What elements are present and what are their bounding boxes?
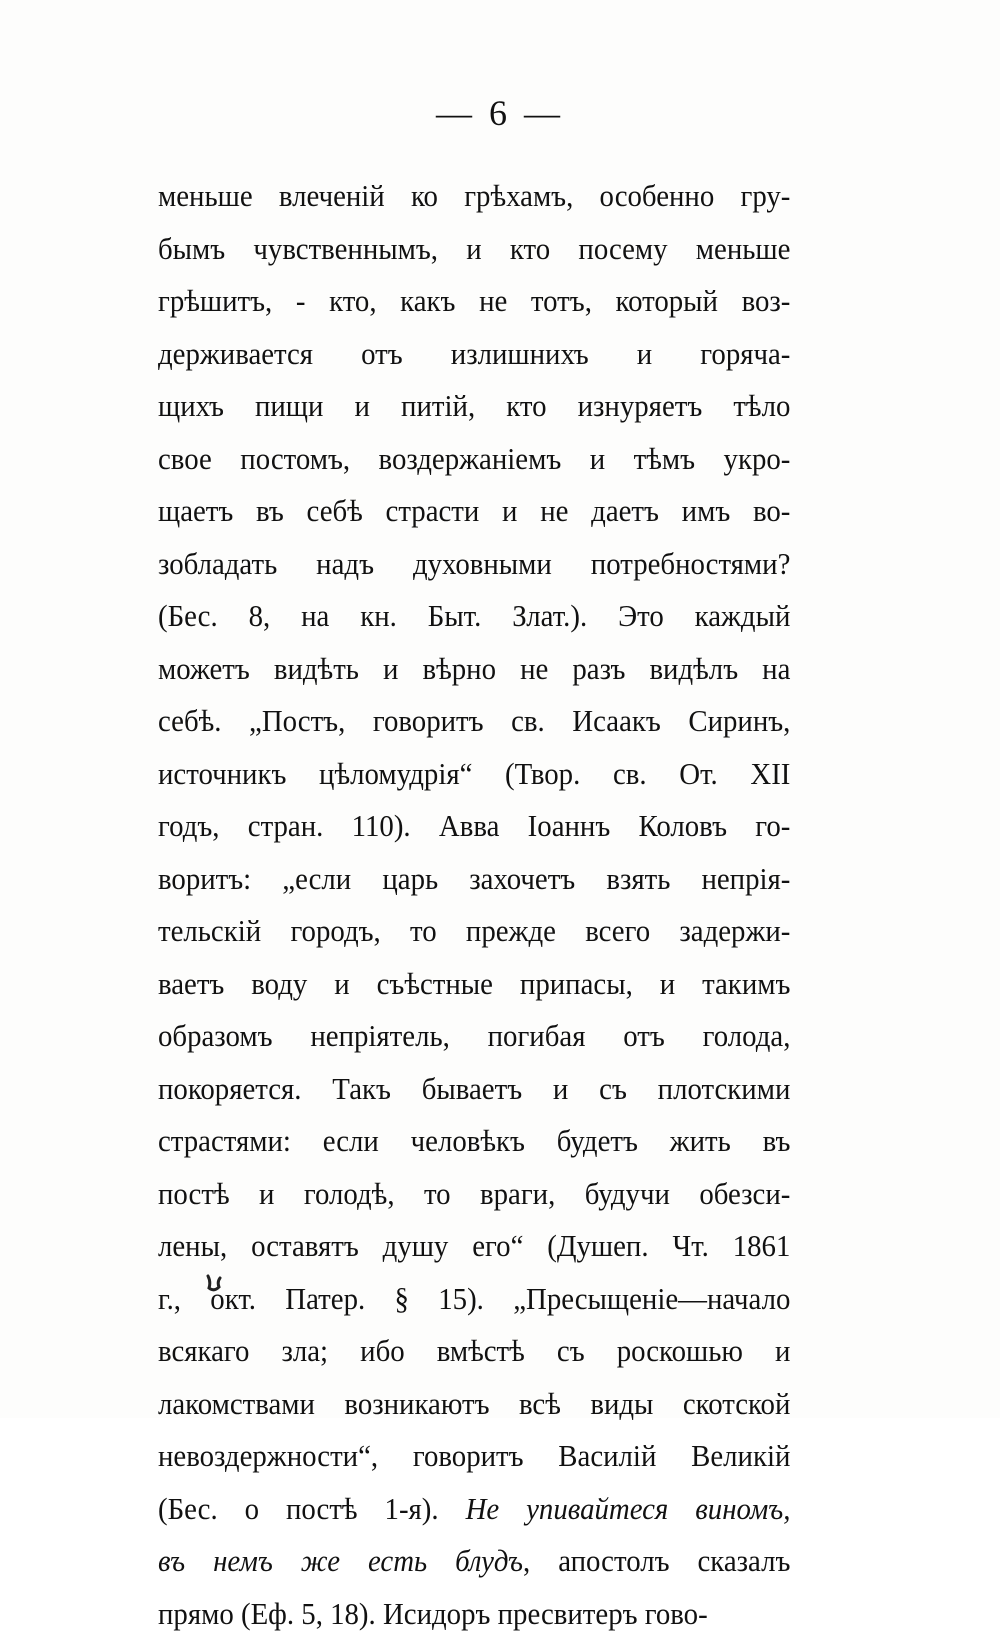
text-line: себѣ. „Постъ, говоритъ св. Исаакъ Сиринъ,	[158, 695, 790, 748]
body-text	[158, 170, 790, 1640]
text-line: щаетъ въ себѣ страсти и не даетъ имъ во-	[158, 485, 790, 538]
text-line: зобладать надъ духовными потребностями?	[158, 538, 790, 591]
text-line: меньше влеченій ко грѣхамъ, особенно гру-	[158, 170, 790, 223]
text-line: годъ, стран. 110). Авва Іоаннъ Коловъ го-	[158, 800, 790, 853]
text-line: невоздержности“, говоритъ Василій Великій	[158, 1430, 790, 1483]
text-line: образомъ непріятель, погибая отъ голода,	[158, 1010, 790, 1063]
text-line: постѣ и голодѣ, то враги, будучи обезси-	[158, 1168, 790, 1221]
text-line: держивается отъ излишнихъ и горяча-	[158, 328, 790, 381]
text-line: (Бес. 8, на кн. Быт. Злат.). Это каждый	[158, 590, 790, 643]
text-line: грѣшитъ, - кто, какъ не тотъ, который воз-	[158, 275, 790, 328]
text-line: источникъ цѣломудрія“ (Твор. св. От. XII	[158, 748, 790, 801]
text-fragment: , апостолъ сказалъ	[523, 1543, 790, 1578]
text-line: ваетъ воду и съѣстные припасы, и такимъ	[158, 958, 790, 1011]
text-line: воритъ: „если царь захочетъ взять непрія-	[158, 853, 790, 906]
text-line: всякаго зла; ибо вмѣстѣ съ роскошью и	[158, 1325, 790, 1378]
text-line: лакомствами возникаютъ всѣ виды скотской	[158, 1378, 790, 1431]
text-line: г., окт. Патер. § 15). „Пресыщеніе—начало	[158, 1273, 790, 1326]
text-line-mixed	[158, 1483, 790, 1536]
text-line: тельскій городъ, то прежде всего задержи-	[158, 905, 790, 958]
text-fragment: (Бес. о постѣ 1-я).	[158, 1491, 466, 1526]
page-number: — 6 —	[0, 92, 1000, 134]
text-line: покоряется. Такъ бываетъ и съ плотскими	[158, 1063, 790, 1116]
italic-quote: Не упивайтеся виномъ,	[466, 1491, 791, 1526]
text-line: страстями: если человѣкъ будетъ жить въ	[158, 1115, 790, 1168]
italic-quote: въ немъ же есть блудъ	[158, 1543, 523, 1578]
text-line: щихъ пищи и питій, кто изнуряетъ тѣло	[158, 380, 790, 433]
text-line: бымъ чувственнымъ, и кто посему меньше	[158, 223, 790, 276]
ink-smudge	[205, 1272, 223, 1294]
text-line-mixed	[158, 1535, 790, 1588]
text-line: можетъ видѣть и вѣрно не разъ видѣлъ на	[158, 643, 790, 696]
text-line: свое постомъ, воздержаніемъ и тѣмъ укро-	[158, 433, 790, 486]
text-line: лены, оставятъ душу его“ (Душеп. Чт. 1861	[158, 1220, 790, 1273]
text-line: прямо (Еф. 5, 18). Исидоръ пресвитеръ гово-	[158, 1588, 790, 1640]
